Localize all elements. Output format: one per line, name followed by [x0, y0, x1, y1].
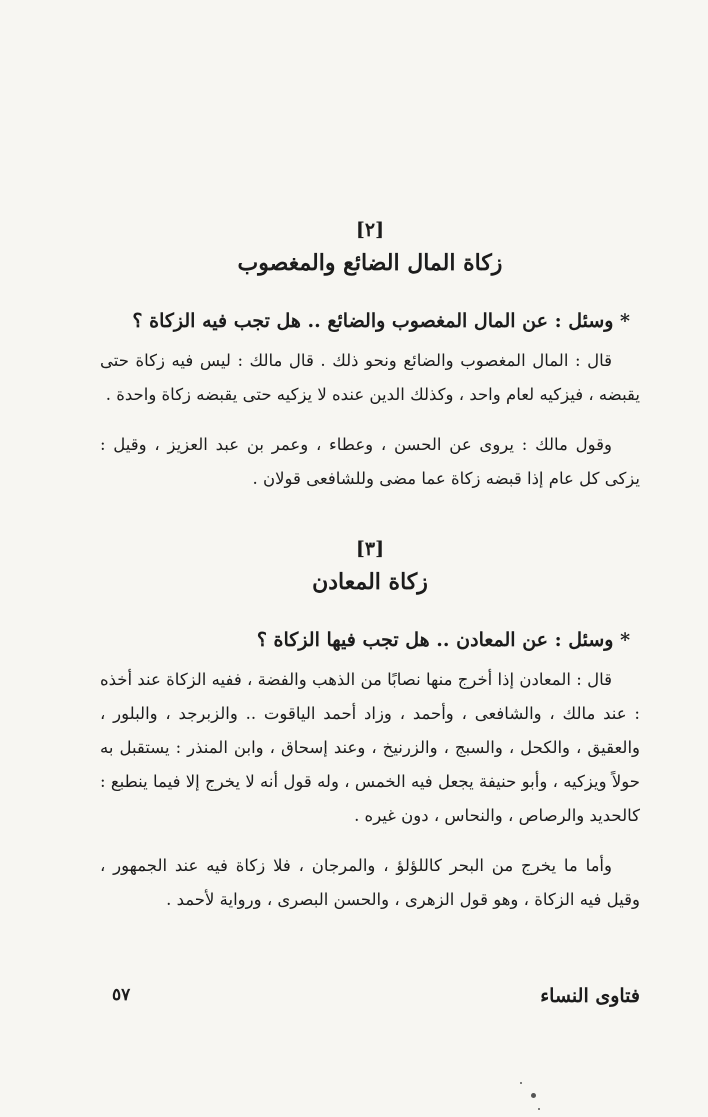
page-number: ٥٧: [112, 985, 131, 1005]
section-3: [100, 535, 640, 917]
section-number: [٣]: [355, 538, 385, 560]
answer-paragraph: وقول مالك : يروى عن الحسن ، وعطاء ، وعمر بن عبد العزيز ، وقيل : يزكى كل عام إذا قبضه زكاة عما مضى وللشافعى قولان .: [100, 435, 640, 488]
section-2: [100, 216, 640, 496]
scan-speck: [538, 1108, 540, 1110]
answer-paragraph: وأما ما يخرج من البحر كاللؤلؤ ، والمرجان ، فلا زكاة فيه عند الجمهور ، وقيل فيه الزكاة ، وهو قول الزهرى ، والحسن البصرى ، ورواية لأحمد .: [100, 856, 640, 909]
book-logo: فتاوى النساء: [540, 985, 640, 1007]
question: * وسئل : عن المعادن .. هل تجب فيها الزكاة ؟: [256, 629, 630, 651]
page-footer: [100, 985, 640, 1015]
section-title: زكاة المال الضائع والمغصوب: [237, 250, 503, 276]
answer-paragraph: قال : المعادن إذا أخرج منها نصابًا من الذهب والفضة ، ففيه الزكاة عند أخذه : عند مالك ، والشافعى ، وأحمد ، وزاد أحمد الياقوت .. والزبرجد ، والبلور ، والعقيق ، والكحل ، والسبج ، والزرنيخ ، وعند إسحاق ، وابن المنذر : يستقبل به حولاً ويزكيه ، وأبو حنيفة يجعل فيه الخمس ، وله قول أنه لا يخرج إلا فيما ينطبع : كالحديد والرصاص ، والنحاس ، دون غيره .: [100, 670, 640, 825]
scan-speck: [520, 1082, 522, 1084]
section-number: [٢]: [355, 219, 385, 241]
scan-speck: [531, 1093, 536, 1098]
section-title: زكاة المعادن: [312, 569, 428, 595]
answer-paragraph: قال : المال المغصوب والضائع ونحو ذلك . قال مالك : ليس فيه زكاة حتى يقبضه ، فيزكيه لعام واحد ، وكذلك الدين عنده لا يزكيه حتى يقبضه زكاة واحدة .: [100, 351, 640, 404]
question: * وسئل : عن المال المغصوب والضائع .. هل تجب فيه الزكاة ؟: [132, 310, 630, 332]
